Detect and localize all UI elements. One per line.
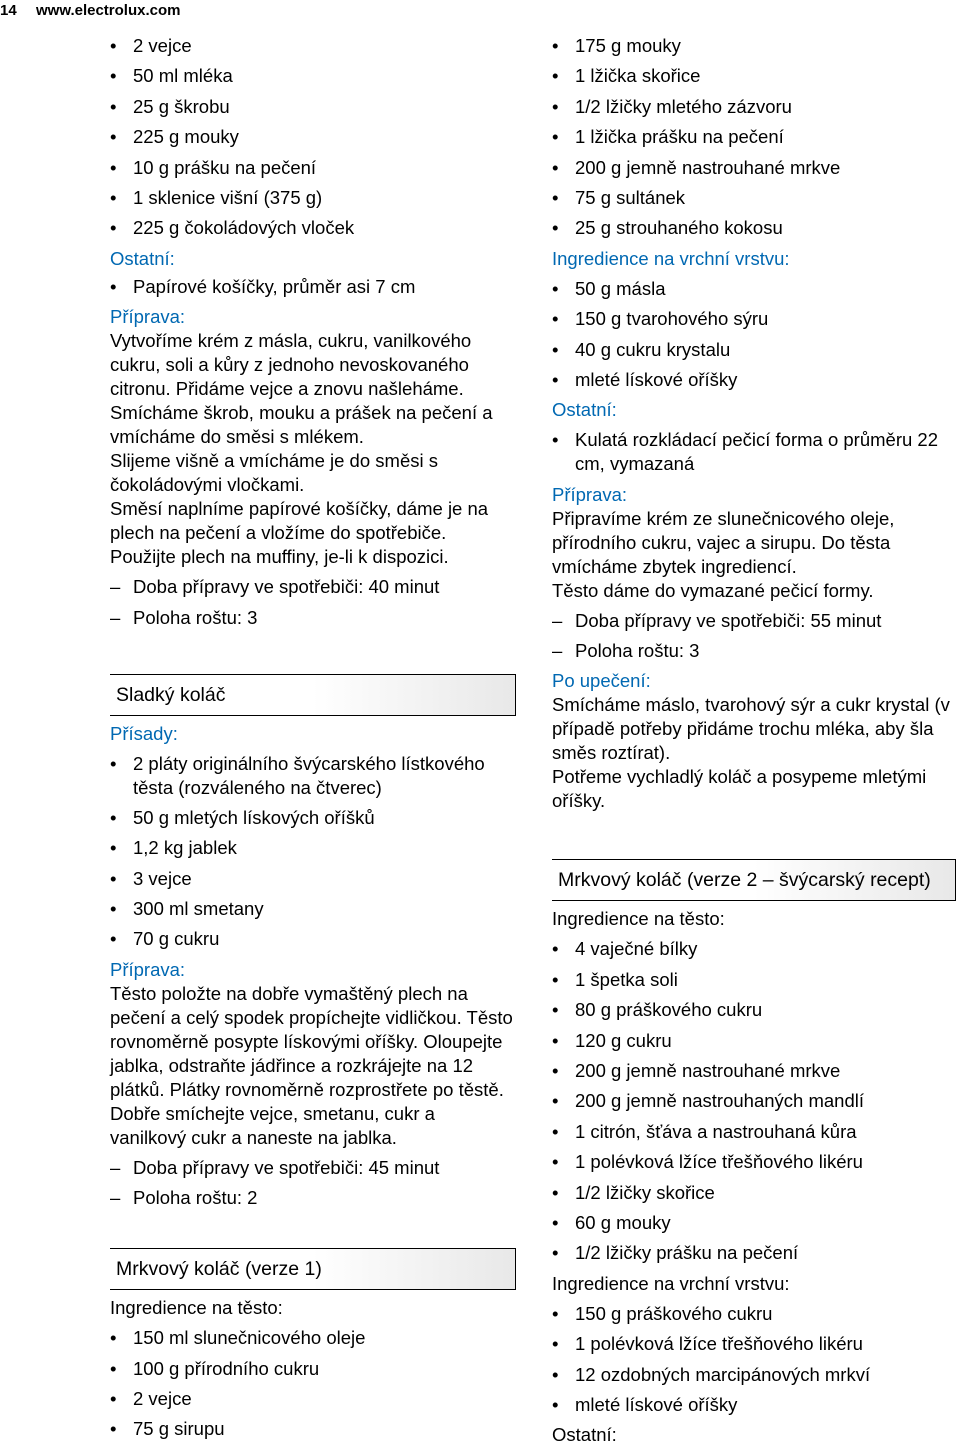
list-item: • 100 g přírodního cukru: [110, 1357, 516, 1381]
list-item: • 1,2 kg jablek: [110, 836, 516, 860]
paragraph: Směsí naplníme papírové košíčky, dáme je na plech na pečení a vložíme do spotřebiče. Použijte plech na muffiny, je-li k dispozici.: [110, 498, 489, 568]
topping-label: Ingredience na vrchní vrstvu:: [552, 1272, 790, 1294]
prep-steps: [552, 609, 956, 663]
prep-steps: [110, 575, 516, 629]
paragraph: Připravíme krém ze slunečnicového oleje, přírodního cukru, vajec a sirupu. Do těsta vmícháme zbytek ingrediencí.: [552, 507, 895, 577]
section-title-carrot-cake-1: Mrkvový koláč (verze 1): [110, 1248, 516, 1290]
ingredient-list: [110, 1326, 516, 1441]
list-item: • mleté lískové oříšky: [552, 1393, 956, 1417]
list-item: • 300 ml smetany: [110, 897, 516, 921]
list-item: • 1 špetka soli: [552, 968, 956, 992]
ingredients-label: Přísady:: [110, 722, 178, 744]
list-item: • 2 vejce: [110, 34, 516, 58]
step-item: – Poloha roštu: 3: [552, 639, 956, 663]
list-item: • 60 g mouky: [552, 1211, 956, 1235]
list-item: • 25 g strouhaného kokosu: [552, 216, 956, 240]
prep-steps: [110, 1156, 516, 1210]
list-item: • 150 ml slunečnicového oleje: [110, 1326, 516, 1350]
step-item: – Doba přípravy ve spotřebiči: 45 minut: [110, 1156, 516, 1180]
list-item: • 1 sklenice višní (375 g): [110, 186, 516, 210]
list-item: • mleté lískové oříšky: [552, 368, 956, 392]
section-title-carrot-cake-2: Mrkvový koláč (verze 2 – švýcarský recept): [552, 859, 956, 901]
other-label: Ostatní:: [110, 247, 175, 269]
prep-paragraphs: [110, 329, 516, 569]
list-item: • 1/2 lžičky prášku na pečení: [552, 1241, 956, 1265]
list-item: • 75 g sultánek: [552, 186, 956, 210]
list-item: • Papírové košíčky, průměr asi 7 cm: [110, 275, 516, 299]
ingredient-list: [110, 34, 516, 240]
list-item: • 150 g práškového cukru: [552, 1302, 956, 1326]
topping-list: [552, 1302, 956, 1417]
paragraph: Smícháme škrob, mouku a prášek na pečení a vmícháme do směsi s mlékem.: [110, 402, 493, 448]
prep-paragraphs: [552, 507, 956, 603]
prep-label: Příprava:: [552, 483, 628, 505]
ingredient-list: [552, 937, 956, 1265]
list-item: • 50 g mletých lískových oříšků: [110, 806, 516, 830]
step-item: – Doba přípravy ve spotřebiči: 55 minut: [552, 609, 956, 633]
paragraph: Slijeme višně a vmícháme je do směsi s čokoládovými vločkami.: [110, 450, 438, 496]
dough-label: Ingredience na těsto:: [552, 908, 725, 930]
list-item: • 120 g cukru: [552, 1029, 956, 1053]
other-list: [552, 428, 956, 476]
list-item: • 225 g čokoládových vloček: [110, 216, 516, 240]
prep-label: Příprava:: [110, 306, 186, 328]
list-item: • 225 g mouky: [110, 125, 516, 149]
list-item: • 200 g jemně nastrouhané mrkve: [552, 156, 956, 180]
paragraph: Těsto dáme do vymazané pečicí formy.: [552, 579, 874, 601]
list-item: • 1 citrón, šťáva a nastrouhaná kůra: [552, 1120, 956, 1144]
prep-label: Příprava:: [110, 958, 186, 980]
paragraph: Vytvoříme krém z másla, cukru, vanilkového cukru, soli a kůry z jednoho nevoskovaného citronu. Přidáme vejce a znovu našleháme.: [110, 330, 472, 400]
list-item: • 50 ml mléka: [110, 64, 516, 88]
list-item: • 3 vejce: [110, 867, 516, 891]
right-column: [552, 34, 956, 1447]
list-item: • 2 vejce: [110, 1387, 516, 1411]
ingredient-list: [552, 34, 956, 240]
ingredient-list: [110, 752, 516, 952]
after-paragraphs: [552, 693, 956, 813]
list-item: • 75 g sirupu: [110, 1417, 516, 1441]
list-item: • 175 g mouky: [552, 34, 956, 58]
list-item: • 4 vaječné bílky: [552, 937, 956, 961]
topping-list: [552, 277, 956, 392]
other-list: [110, 275, 516, 299]
step-item: – Doba přípravy ve spotřebiči: 40 minut: [110, 575, 516, 599]
list-item: • 25 g škrobu: [110, 95, 516, 119]
section-title-sweet-cake: Sladký koláč: [110, 674, 516, 716]
list-item: • 200 g jemně nastrouhané mrkve: [552, 1059, 956, 1083]
list-item: • 10 g prášku na pečení: [110, 156, 516, 180]
paragraph: Smícháme máslo, tvarohový sýr a cukr krystal (v případě potřeby přidáme trochu mléka, aby šla směs roztírat).: [552, 694, 950, 764]
list-item: • 200 g jemně nastrouhaných mandlí: [552, 1089, 956, 1113]
step-item: – Poloha roštu: 2: [110, 1186, 516, 1210]
dough-label: Ingredience na těsto:: [110, 1297, 283, 1319]
list-item: • 50 g másla: [552, 277, 956, 301]
list-item: • 12 ozdobných marcipánových mrkví: [552, 1363, 956, 1387]
list-item: • Kulatá rozkládací pečicí forma o průměru 22 cm, vymazaná: [552, 428, 956, 476]
list-item: • 1/2 lžičky skořice: [552, 1181, 956, 1205]
list-item: • 2 pláty originálního švýcarského lístkového těsta (rozváleného na čtverec): [110, 752, 516, 800]
list-item: • 1 polévková lžíce třešňového likéru: [552, 1150, 956, 1174]
list-item: • 1 lžička prášku na pečení: [552, 125, 956, 149]
page-number: 14: [0, 2, 17, 19]
after-baking-label: Po upečení:: [552, 670, 651, 692]
list-item: • 1 lžička skořice: [552, 64, 956, 88]
site-url: www.electrolux.com: [36, 2, 181, 19]
list-item: • 70 g cukru: [110, 927, 516, 951]
other-label: Ostatní:: [552, 1424, 617, 1446]
paragraph: Potřeme vychladlý koláč a posypeme mletými oříšky.: [552, 766, 927, 812]
topping-label: Ingredience na vrchní vrstvu:: [552, 247, 790, 269]
step-item: – Poloha roštu: 3: [110, 606, 516, 630]
list-item: • 150 g tvarohového sýru: [552, 307, 956, 331]
prep-text: Těsto položte na dobře vymaštěný plech na pečení a celý spodek propíchejte vidličkou. Těsto rovnoměrně posypte lískovými oříšky. Oloupejte jablka, odstraňte jádřince a rozkrájejte na 12 plátků. Plátky rovnoměrně rozprostřete po těstě. Dobře smíchejte vejce, smetanu, cukr a vanilkový cukr a naneste na jablka.: [110, 982, 513, 1148]
left-column: [110, 34, 516, 1448]
list-item: • 80 g práškového cukru: [552, 998, 956, 1022]
list-item: • 1 polévková lžíce třešňového likéru: [552, 1332, 956, 1356]
other-label: Ostatní:: [552, 399, 617, 421]
list-item: • 1/2 lžičky mletého zázvoru: [552, 95, 956, 119]
list-item: • 40 g cukru krystalu: [552, 338, 956, 362]
